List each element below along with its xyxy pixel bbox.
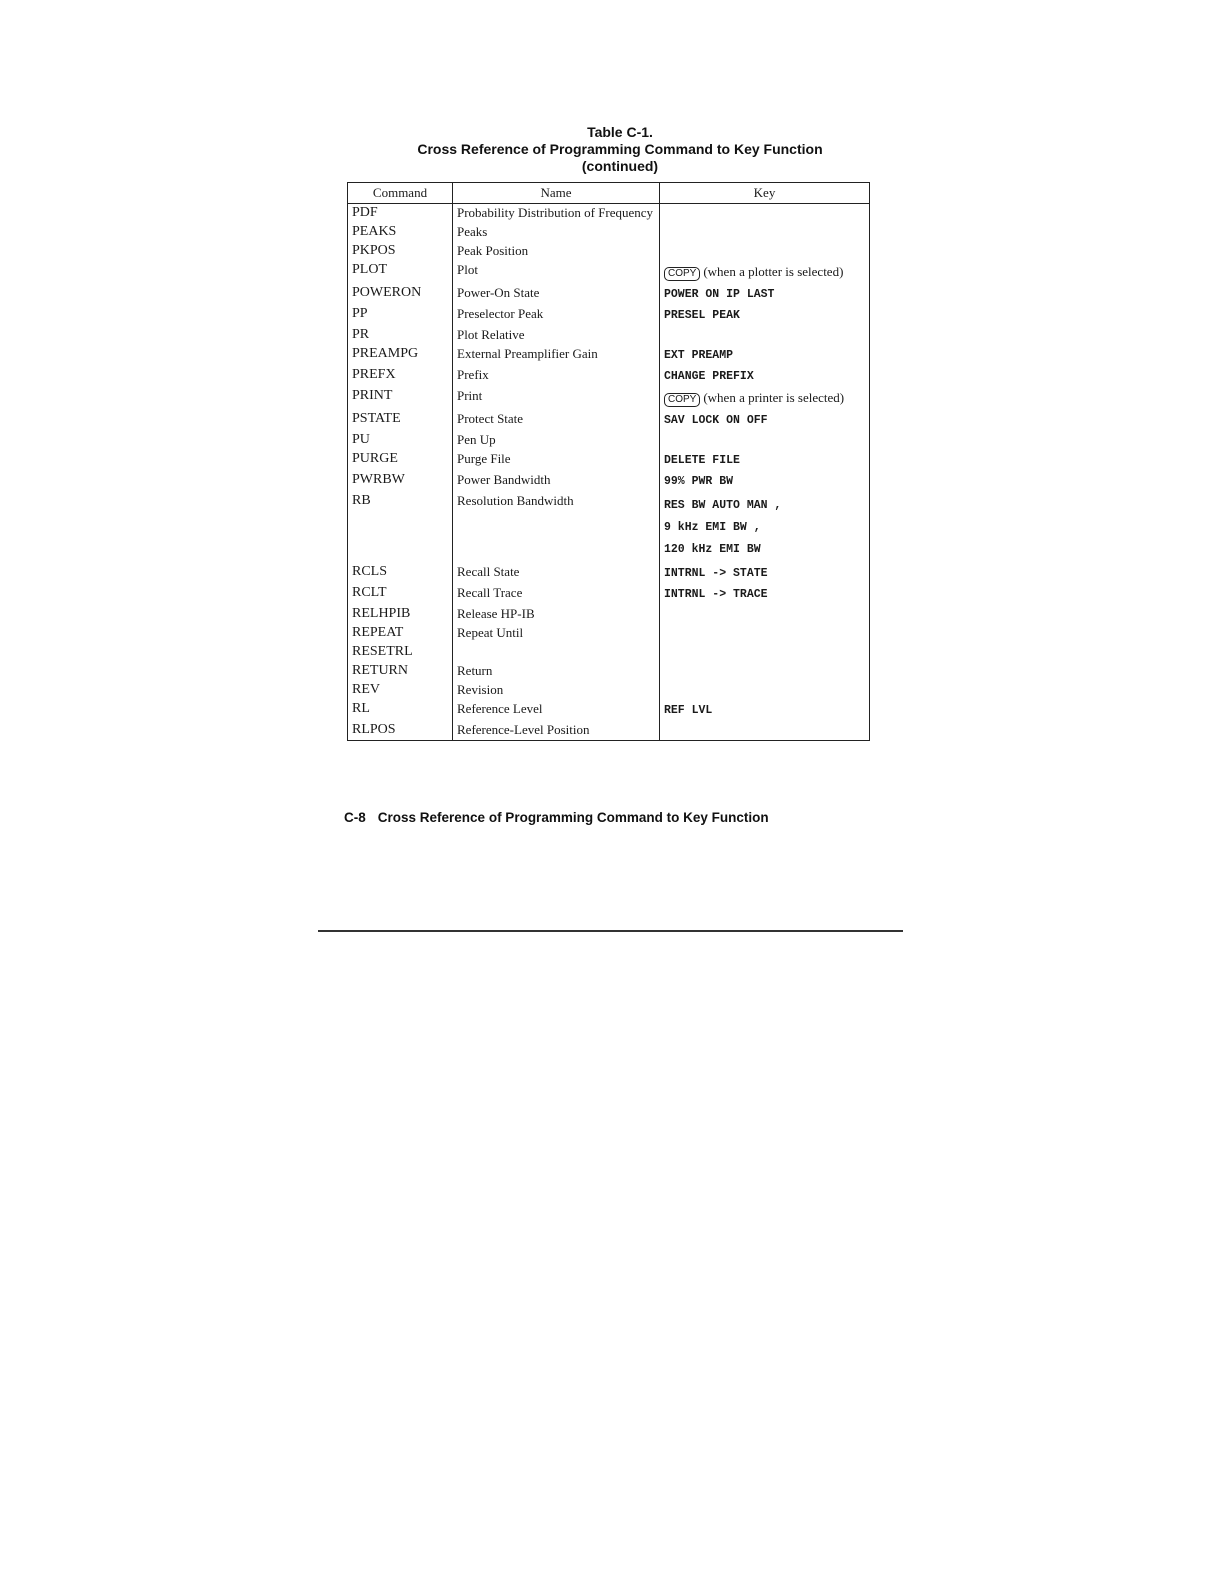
table-row	[348, 242, 870, 261]
header-row	[348, 183, 870, 204]
key-cell	[660, 605, 870, 624]
key-cell	[660, 681, 870, 700]
table-row	[348, 261, 870, 284]
table-row	[348, 662, 870, 681]
name-cell: Pen Up	[453, 431, 660, 450]
name-cell: Peak Position	[453, 242, 660, 261]
table-row	[348, 204, 870, 224]
command-cell: RESETRL	[352, 644, 413, 659]
key-cell: INTRNL -> TRACE	[660, 584, 870, 605]
table-row	[348, 624, 870, 643]
key-note: (when a printer is selected)	[703, 390, 845, 405]
key-cell	[660, 261, 870, 284]
name-cell: Probability Distribution of Frequency	[453, 204, 660, 224]
command-cell: PEAKS	[352, 224, 397, 239]
table-row	[348, 305, 870, 326]
command-cell: REV	[352, 682, 380, 697]
table-number: Table C-1.	[587, 124, 653, 140]
command-cell: PREFX	[352, 367, 396, 382]
command-cell: RCLS	[352, 564, 388, 579]
command-cell: RELHPIB	[352, 606, 411, 621]
key-cell	[660, 223, 870, 242]
name-cell: Return	[453, 662, 660, 681]
table-row	[348, 563, 870, 584]
name-cell: Reference Level	[453, 700, 660, 721]
command-cell: PLOT	[352, 262, 387, 277]
command-cell: PDF	[352, 205, 378, 220]
command-cell: RL	[352, 701, 370, 716]
command-cell: PRINT	[352, 388, 393, 403]
command-cell: PU	[352, 432, 370, 447]
key-cell: POWER ON IP LAST	[660, 284, 870, 305]
command-cell: PR	[352, 327, 370, 342]
table-row	[348, 643, 870, 662]
command-cell: RETURN	[352, 663, 408, 678]
name-cell: Recall Trace	[453, 584, 660, 605]
name-cell: Repeat Until	[453, 624, 660, 643]
command-cell: RLPOS	[352, 722, 396, 737]
name-cell: Plot	[453, 261, 660, 284]
key-cell: 99% PWR BW	[660, 471, 870, 492]
name-cell: Resolution Bandwidth	[453, 492, 660, 563]
table-row	[348, 584, 870, 605]
key-cell	[660, 204, 870, 224]
table-row	[348, 492, 870, 563]
table-row	[348, 605, 870, 624]
header-name: Name	[453, 183, 660, 204]
key-note: (when a plotter is selected)	[703, 264, 844, 279]
key-cell	[660, 387, 870, 410]
page-number: C-8	[344, 810, 366, 825]
name-cell: Plot Relative	[453, 326, 660, 345]
table-row	[348, 387, 870, 410]
key-cell	[660, 643, 870, 662]
table-row	[348, 471, 870, 492]
key-cell: PRESEL PEAK	[660, 305, 870, 326]
name-cell: Peaks	[453, 223, 660, 242]
key-cell: EXT PREAMP	[660, 345, 870, 366]
command-cell: POWERON	[352, 285, 422, 300]
key-cell: REF LVL	[660, 700, 870, 721]
name-cell: Preselector Peak	[453, 305, 660, 326]
key-cell	[660, 431, 870, 450]
command-cell: REPEAT	[352, 625, 404, 640]
table-row	[348, 326, 870, 345]
command-cell: PSTATE	[352, 411, 401, 426]
key-cell	[660, 492, 870, 563]
table-row	[348, 345, 870, 366]
key-cell	[660, 662, 870, 681]
table-row	[348, 366, 870, 387]
command-cell: PREAMPG	[352, 346, 419, 361]
key-cell	[660, 326, 870, 345]
name-cell: Release HP-IB	[453, 605, 660, 624]
copy-keycap: COPY	[664, 267, 700, 281]
header-command: Command	[348, 183, 453, 204]
header-key: Key	[660, 183, 870, 204]
table-row	[348, 284, 870, 305]
name-cell: Power Bandwidth	[453, 471, 660, 492]
name-cell	[453, 643, 660, 662]
key-line: 120 kHz EMI BW	[664, 543, 761, 556]
name-cell: External Preamplifier Gain	[453, 345, 660, 366]
name-cell: Print	[453, 387, 660, 410]
key-cell	[660, 721, 870, 741]
page-footer	[344, 810, 769, 825]
key-cell: SAV LOCK ON OFF	[660, 410, 870, 431]
command-cell: PP	[352, 306, 368, 321]
key-line: 9 kHz EMI BW ,	[664, 521, 761, 534]
command-cell: PKPOS	[352, 243, 396, 258]
table-row	[348, 721, 870, 741]
command-cell: PWRBW	[352, 472, 405, 487]
table-row	[348, 450, 870, 471]
table-row	[348, 410, 870, 431]
key-cell	[660, 242, 870, 261]
key-cell: DELETE FILE	[660, 450, 870, 471]
copy-keycap: COPY	[664, 393, 700, 407]
name-cell: Recall State	[453, 563, 660, 584]
name-cell: Power-On State	[453, 284, 660, 305]
name-cell: Revision	[453, 681, 660, 700]
name-cell: Purge File	[453, 450, 660, 471]
table-row	[348, 223, 870, 242]
name-cell: Prefix	[453, 366, 660, 387]
table-row	[348, 700, 870, 721]
name-cell: Reference-Level Position	[453, 721, 660, 741]
footer-title: Cross Reference of Programming Command to Key Function	[377, 810, 769, 825]
horizontal-rule	[318, 930, 903, 932]
cross-reference-table	[347, 182, 870, 741]
key-cell: CHANGE PREFIX	[660, 366, 870, 387]
key-cell	[660, 624, 870, 643]
command-cell: PURGE	[352, 451, 398, 466]
table-row	[348, 431, 870, 450]
key-cell: INTRNL -> STATE	[660, 563, 870, 584]
table-row	[348, 681, 870, 700]
command-cell: RB	[352, 493, 371, 508]
table-caption	[300, 124, 940, 175]
table-title: Cross Reference of Programming Command to Key Function	[417, 141, 823, 157]
key-line: RES BW AUTO MAN ,	[664, 499, 782, 512]
table-continued: (continued)	[581, 158, 659, 174]
command-cell: RCLT	[352, 585, 387, 600]
name-cell: Protect State	[453, 410, 660, 431]
